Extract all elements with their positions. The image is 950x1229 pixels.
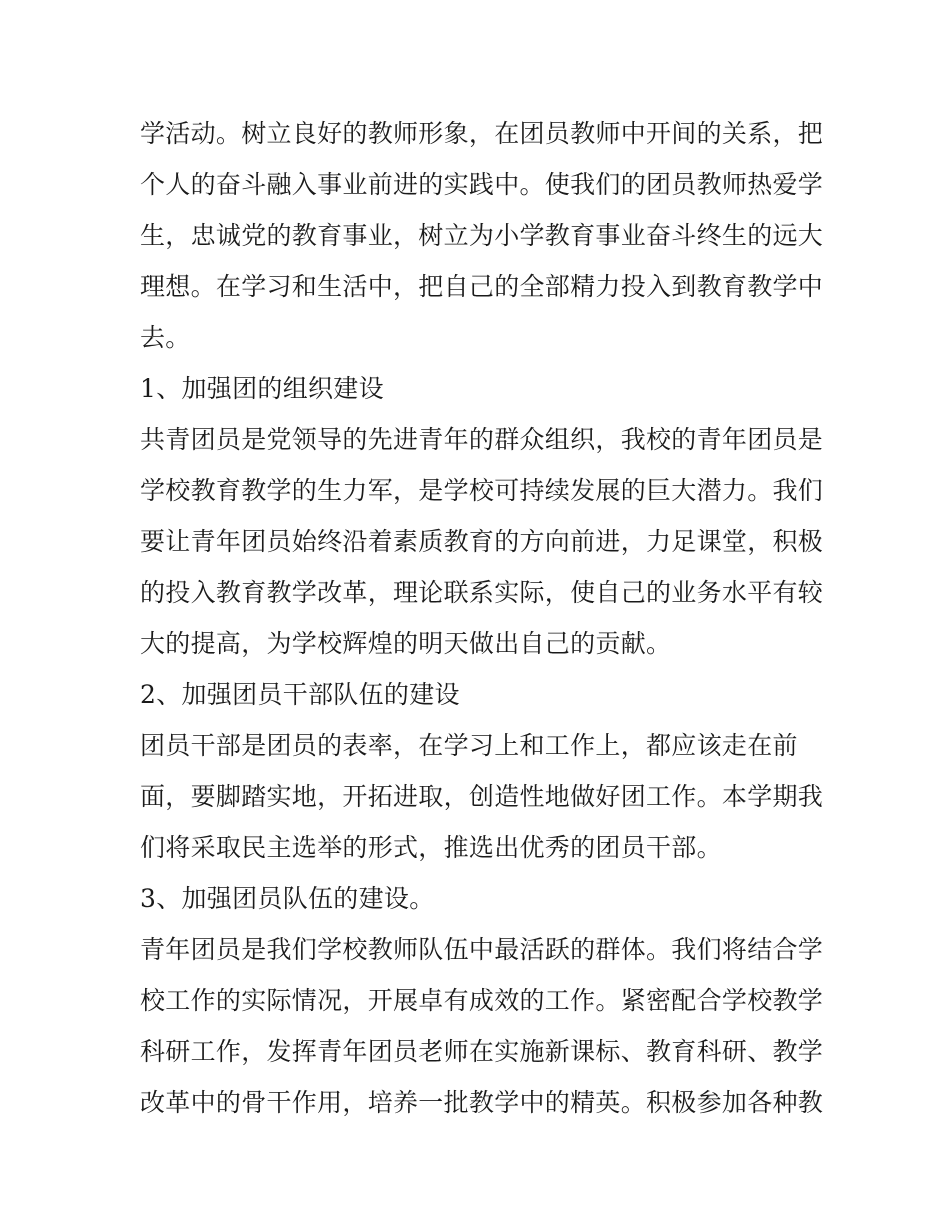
text-line: 青年团员是我们学校教师队伍中最活跃的群体。我们将结合学 — [140, 935, 824, 964]
text-line: 们将采取民主选举的形式，推选出优秀的团员干部。 — [140, 833, 722, 862]
text-line: 学校教育教学的生力军，是学校可持续发展的巨大潜力。我们 — [140, 476, 824, 505]
text-line: 的投入教育教学改革，理论联系实际，使自己的业务水平有较 — [140, 578, 824, 607]
text-line: 校工作的实际情况，开展卓有成效的工作。紧密配合学校教学 — [140, 986, 824, 1015]
section-heading-3: 3、加强团员队伍的建设。 — [140, 884, 435, 913]
text-line: 去。 — [140, 323, 191, 352]
text-line: 个人的奋斗融入事业前进的实践中。使我们的团员教师热爱学 — [140, 170, 824, 199]
text-line: 团员干部是团员的表率，在学习上和工作上，都应该走在前 — [140, 731, 798, 760]
section-heading-2: 2、加强团员干部队伍的建设 — [140, 680, 460, 709]
text-line: 学活动。树立良好的教师形象，在团员教师中开间的关系，把 — [140, 119, 824, 148]
section-paragraph-3 — [140, 924, 824, 1128]
text-line: 大的提高，为学校辉煌的明天做出自己的贡献。 — [140, 629, 672, 658]
section-heading-1: 1、加强团的组织建设 — [140, 374, 384, 403]
section-paragraph-1 — [140, 414, 824, 669]
text-line: 共青团员是党领导的先进青年的群众组织，我校的青年团员是 — [140, 425, 824, 454]
section-paragraph-2 — [140, 720, 824, 873]
text-line: 要让青年团员始终沿着素质教育的方向前进，力足课堂，积极 — [140, 527, 824, 556]
text-line: 改革中的骨干作用，培养一批教学中的精英。积极参加各种教 — [140, 1088, 824, 1117]
document-body — [140, 108, 824, 1128]
intro-paragraph — [140, 108, 824, 363]
text-line: 面，要脚踏实地，开拓进取，创造性地做好团工作。本学期我 — [140, 782, 824, 811]
text-line: 生，忠诚党的教育事业，树立为小学教育事业奋斗终生的远大 — [140, 221, 824, 250]
text-line: 科研工作，发挥青年团员老师在实施新课标、教育科研、教学 — [140, 1037, 824, 1066]
text-line: 理想。在学习和生活中，把自己的全部精力投入到教育教学中 — [140, 272, 824, 301]
